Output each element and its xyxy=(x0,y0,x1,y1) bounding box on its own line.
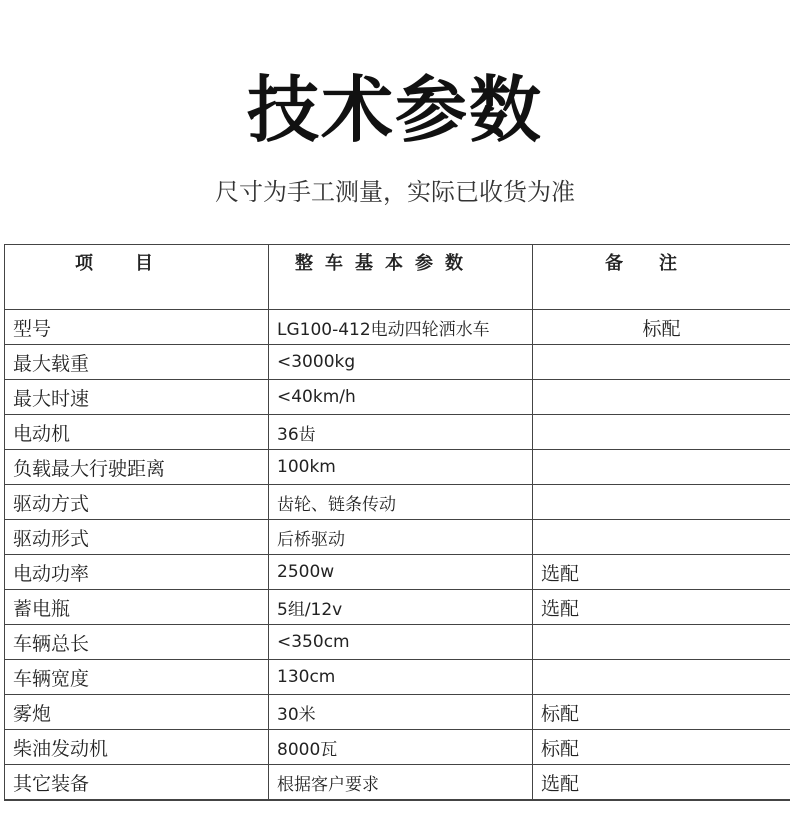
row-item: 最大载重 xyxy=(5,345,269,380)
page-subtitle: 尺寸为手工测量，实际已收货为准 xyxy=(215,178,575,206)
row-note xyxy=(533,415,790,450)
table-row xyxy=(5,520,790,555)
table-row xyxy=(5,485,790,520)
row-value: 根据客户要求 xyxy=(269,765,533,801)
table-row xyxy=(5,590,790,625)
row-item: 驱动方式 xyxy=(5,485,269,520)
row-note: 标配 xyxy=(533,695,790,730)
table-row xyxy=(5,450,790,485)
row-note xyxy=(533,625,790,660)
row-value: <3000kg xyxy=(269,345,533,380)
table-row xyxy=(5,415,790,450)
page-title: 技术参数 xyxy=(246,68,543,152)
row-item: 柴油发动机 xyxy=(5,730,269,765)
row-item: 电动机 xyxy=(5,415,269,450)
table-row xyxy=(5,765,790,801)
table-row xyxy=(5,310,790,345)
row-value: LG100-412电动四轮洒水车 xyxy=(269,310,533,345)
row-item: 车辆宽度 xyxy=(5,660,269,695)
table-row xyxy=(5,345,790,380)
row-item: 车辆总长 xyxy=(5,625,269,660)
row-value: <350cm xyxy=(269,625,533,660)
row-note xyxy=(533,450,790,485)
row-value: 5组/12v xyxy=(269,590,533,625)
header-basic-params: 整车基本参数 xyxy=(269,245,533,310)
row-note: 选配 xyxy=(533,590,790,625)
row-value: 100km xyxy=(269,450,533,485)
table-row xyxy=(5,695,790,730)
row-item: 蓄电瓶 xyxy=(5,590,269,625)
row-item: 雾炮 xyxy=(5,695,269,730)
row-note xyxy=(533,485,790,520)
spec-table xyxy=(4,244,790,801)
row-item: 其它装备 xyxy=(5,765,269,801)
row-value: 36齿 xyxy=(269,415,533,450)
row-note: 选配 xyxy=(533,765,790,801)
row-note xyxy=(533,380,790,415)
table-row xyxy=(5,625,790,660)
row-item: 电动功率 xyxy=(5,555,269,590)
table-row xyxy=(5,380,790,415)
row-note: 选配 xyxy=(533,555,790,590)
row-value: 130cm xyxy=(269,660,533,695)
row-value: 8000瓦 xyxy=(269,730,533,765)
table-row xyxy=(5,660,790,695)
header-note: 备 注 xyxy=(533,245,790,310)
row-value: <40km/h xyxy=(269,380,533,415)
row-value: 后桥驱动 xyxy=(269,520,533,555)
row-note: 标配 xyxy=(533,310,790,345)
row-value: 30米 xyxy=(269,695,533,730)
table-row xyxy=(5,730,790,765)
row-note xyxy=(533,345,790,380)
table-header-row xyxy=(5,245,790,310)
row-note xyxy=(533,660,790,695)
row-item: 最大时速 xyxy=(5,380,269,415)
header-item: 项 目 xyxy=(5,245,269,310)
row-note: 标配 xyxy=(533,730,790,765)
row-value: 齿轮、链条传动 xyxy=(269,485,533,520)
row-item: 负载最大行驶距离 xyxy=(5,450,269,485)
row-note xyxy=(533,520,790,555)
row-item: 驱动形式 xyxy=(5,520,269,555)
row-value: 2500w xyxy=(269,555,533,590)
row-item: 型号 xyxy=(5,310,269,345)
table-row xyxy=(5,555,790,590)
